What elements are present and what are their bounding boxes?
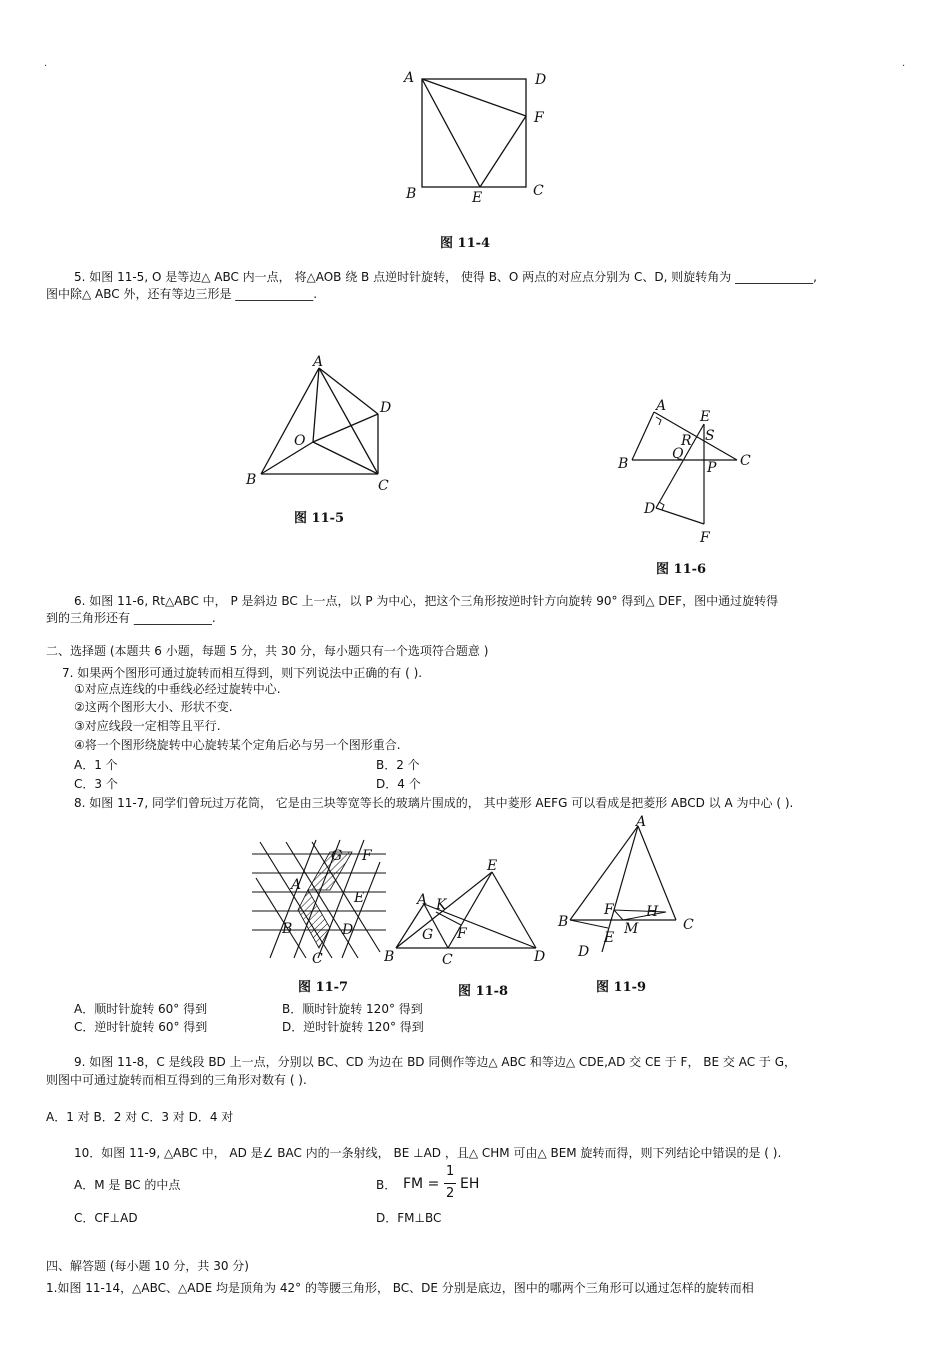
label-D: D xyxy=(535,72,547,88)
label-B: B xyxy=(246,472,257,488)
q7-statement-3: ③对应线段一定相等且平行. xyxy=(74,719,221,733)
label-F: F xyxy=(362,848,372,864)
label-A: A xyxy=(404,70,415,86)
label-E: E xyxy=(354,890,365,906)
q8-stem: 8. 如图 11-7, 同学们曾玩过万花筒， 它是由三块等宽等长的玻璃片围成的， 其中菱形 AEFG 可以看成是把菱形 ABCD 以 A 为中心 ( ). xyxy=(74,796,794,810)
formula-rhs: EH xyxy=(460,1176,480,1192)
caption-11-7: 图 11-7 xyxy=(298,980,349,995)
figure-11-5 xyxy=(240,350,400,495)
figure-11-4 xyxy=(396,64,556,214)
section-4-title: 四、解答题 (每小题 10 分，共 30 分) xyxy=(46,1259,249,1273)
label-F: F xyxy=(604,902,614,918)
q10-option-d: D．FM⊥BC xyxy=(376,1211,442,1225)
label-M: M xyxy=(624,921,639,937)
q10-option-c: C．CF⊥AD xyxy=(74,1211,138,1225)
label-E: E xyxy=(604,930,615,946)
label-A: A xyxy=(417,892,428,908)
q7-statement-4: ④将一个图形绕旋转中心旋转某个定角后必与另一个图形重合. xyxy=(74,738,401,752)
q7-option-b: B．2 个 xyxy=(376,758,420,772)
q8-option-d: D．逆时针旋转 120° 得到 xyxy=(282,1020,424,1034)
label-O: O xyxy=(294,433,306,449)
label-Q: Q xyxy=(672,446,684,462)
label-F: F xyxy=(700,530,710,546)
q8-option-b: B．顺时针旋转 120° 得到 xyxy=(282,1002,423,1016)
caption-11-6: 图 11-6 xyxy=(656,562,707,577)
figure-11-6 xyxy=(612,396,762,546)
q6-line1: 6. 如图 11-6, Rt△ABC 中， P 是斜边 BC 上一点，以 P 为中心，把这个三角形按逆时针方向旋转 90° 得到△ DEF，图中通过旋转得 xyxy=(74,594,779,608)
label-E: E xyxy=(487,858,498,874)
label-C: C xyxy=(533,183,544,199)
label-C: C xyxy=(442,952,453,968)
q5-line2: 图中除△ ABC 外，还有等边三形是 _____________. xyxy=(46,287,318,301)
corner-mark-left: . xyxy=(44,58,48,69)
label-A: A xyxy=(656,398,667,414)
q6-line2: 到的三角形还有 _____________. xyxy=(46,611,216,625)
label-G: G xyxy=(331,848,343,864)
corner-mark-right: . xyxy=(902,58,906,69)
caption-11-5: 图 11-5 xyxy=(294,511,345,526)
figure-11-7 xyxy=(250,838,390,968)
label-H: H xyxy=(646,904,659,920)
label-A: A xyxy=(313,354,324,370)
figure-11-8 xyxy=(384,852,554,972)
formula-denominator: 2 xyxy=(446,1186,455,1201)
q9-line1: 9. 如图 11-8，C 是线段 BD 上一点，分别以 BC、CD 为边在 BD 同侧作等边△ ABC 和等边△ CDE,AD 交 CE 于 F， BE 交 AC 于 G， xyxy=(74,1055,797,1069)
label-C: C xyxy=(740,453,751,469)
caption-11-9: 图 11-9 xyxy=(596,980,647,995)
label-D: D xyxy=(534,949,546,965)
label-R: R xyxy=(681,433,692,449)
q8-option-a: A．顺时针旋转 60° 得到 xyxy=(74,1002,208,1016)
q5-line1: 5. 如图 11-5, O 是等边△ ABC 内一点， 将△AOB 绕 B 点逆时针旋转， 使得 B、O 两点的对应点分别为 C、D, 则旋转角为 _____________, xyxy=(74,270,817,284)
q7-option-c: C．3 个 xyxy=(74,777,118,791)
label-C: C xyxy=(683,917,694,933)
label-C: C xyxy=(378,478,389,494)
label-D: D xyxy=(342,922,354,938)
label-E: E xyxy=(472,190,483,206)
label-C: C xyxy=(312,951,323,967)
q7-statement-1: ①对应点连线的中垂线必经过旋转中心. xyxy=(74,682,281,696)
label-E: E xyxy=(700,409,711,425)
q7-option-d: D．4 个 xyxy=(376,777,421,791)
label-D: D xyxy=(380,400,392,416)
caption-11-8: 图 11-8 xyxy=(458,984,509,999)
formula-numerator: 1 xyxy=(446,1164,455,1179)
caption-11-4: 图 11-4 xyxy=(440,236,491,251)
fraction-bar xyxy=(444,1183,456,1184)
label-K: K xyxy=(436,897,447,913)
q10-stem: 10．如图 11-9, △ABC 中， AD 是∠ BAC 内的一条射线， BE ⊥AD ，且△ CHM 可由△ BEM 旋转而得，则下列结论中错误的是 ( ). xyxy=(74,1146,782,1160)
label-D: D xyxy=(578,944,590,960)
q8-option-c: C．逆时针旋转 60° 得到 xyxy=(74,1020,208,1034)
label-A: A xyxy=(291,877,302,893)
q7-statement-2: ②这两个图形大小、形状不变. xyxy=(74,700,233,714)
label-B: B xyxy=(282,921,293,937)
label-S: S xyxy=(705,428,715,444)
label-B: B xyxy=(618,456,629,472)
label-B: B xyxy=(406,186,417,202)
label-B: B xyxy=(558,914,569,930)
label-A: A xyxy=(636,814,647,830)
label-F: F xyxy=(457,926,467,942)
formula-lhs: FM = xyxy=(403,1176,440,1192)
q10-option-b-label: B． xyxy=(376,1178,397,1192)
label-D: D xyxy=(644,501,656,517)
label-P: P xyxy=(707,460,717,476)
problem-1: 1.如图 11-14，△ABC、△ADE 均是顶角为 42° 的等腰三角形， BC、DE 分别是底边，图中的哪两个三角形可以通过怎样的旋转而相 xyxy=(46,1281,754,1295)
q9-line2: 则图中可通过旋转而相互得到的三角形对数有 ( ). xyxy=(46,1073,307,1087)
label-B: B xyxy=(384,949,395,965)
q10-option-a: A．M 是 BC 的中点 xyxy=(74,1178,181,1192)
label-F: F xyxy=(534,110,544,126)
q9-options: A．1 对 B．2 对 C．3 对 D．4 对 xyxy=(46,1110,234,1124)
q7-stem: 7. 如果两个图形可通过旋转而相互得到，则下列说法中正确的有 ( ). xyxy=(62,666,423,680)
q7-option-a: A．1 个 xyxy=(74,758,118,772)
figure-11-9 xyxy=(556,812,702,964)
section-2-title: 二、选择题 (本题共 6 小题，每题 5 分，共 30 分，每小题只有一个选项符合题意 ) xyxy=(46,644,489,658)
label-G: G xyxy=(422,927,434,943)
